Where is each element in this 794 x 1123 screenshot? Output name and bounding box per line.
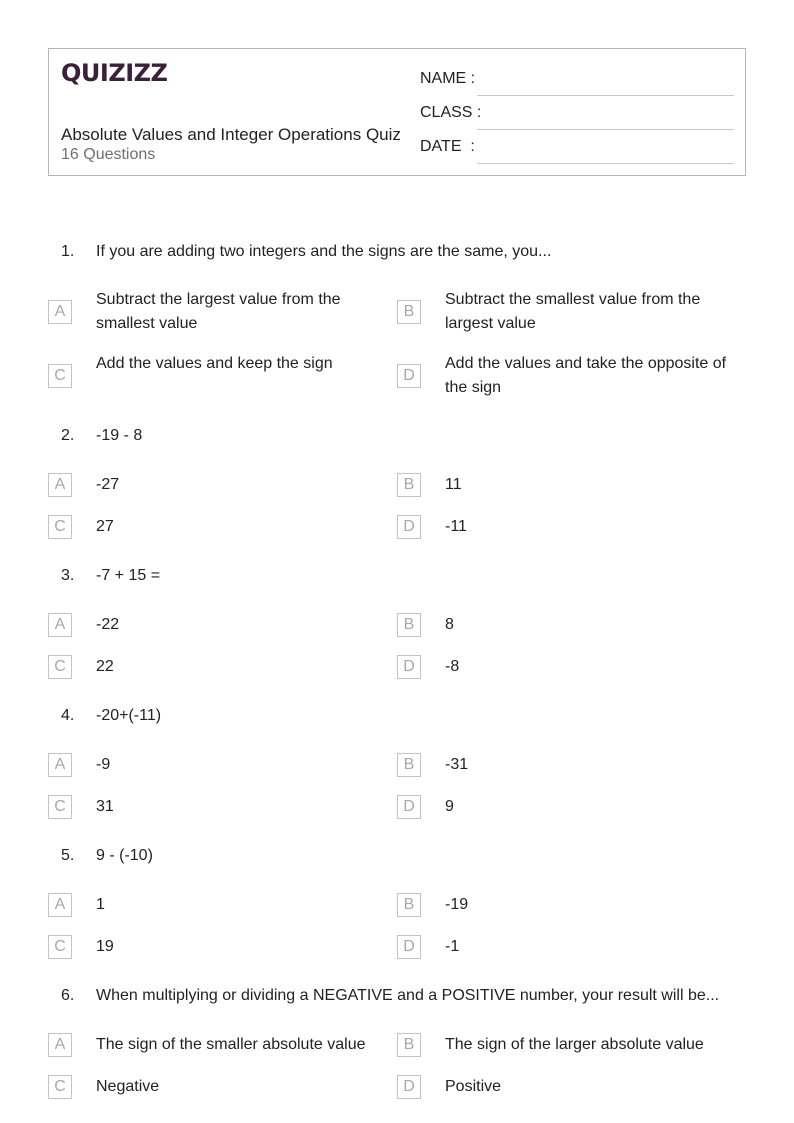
option-a[interactable] <box>48 288 388 336</box>
option-text: The sign of the larger absolute value <box>445 1036 704 1053</box>
option-letter-box[interactable]: D <box>397 655 421 679</box>
question-number: 1. <box>61 243 75 260</box>
option-a[interactable] <box>48 613 388 637</box>
class-field[interactable] <box>420 101 734 125</box>
question-text: If you are adding two integers and the signs are the same, you... <box>96 243 552 260</box>
name-field[interactable] <box>420 67 734 91</box>
option-letter-box[interactable]: B <box>397 893 421 917</box>
option-letter-box[interactable]: C <box>48 364 72 388</box>
question-text: -7 + 15 = <box>96 567 161 584</box>
option-text: 27 <box>96 518 114 535</box>
option-text: -27 <box>96 476 120 493</box>
option-text: -22 <box>96 616 120 633</box>
option-letter-box[interactable]: D <box>397 364 421 388</box>
worksheet-header <box>48 48 746 176</box>
option-c[interactable] <box>48 795 388 819</box>
question-number: 3. <box>61 567 75 584</box>
option-letter-box[interactable]: D <box>397 1075 421 1099</box>
date-label: DATE : <box>420 138 475 155</box>
option-d[interactable] <box>397 935 737 959</box>
option-d[interactable] <box>397 515 737 539</box>
option-letter-box[interactable]: C <box>48 515 72 539</box>
option-letter-box[interactable]: A <box>48 300 72 324</box>
option-c[interactable] <box>48 352 388 400</box>
option-text: 11 <box>445 476 462 493</box>
option-a[interactable] <box>48 473 388 497</box>
option-b[interactable] <box>397 473 737 497</box>
option-text: -1 <box>445 938 460 955</box>
option-b[interactable] <box>397 893 737 917</box>
option-text: 1 <box>96 896 105 913</box>
class-label: CLASS : <box>420 104 482 121</box>
question-2 <box>0 424 794 448</box>
question-text: When multiplying or dividing a NEGATIVE and a POSITIVE number, your result will be... <box>96 987 720 1004</box>
option-d[interactable] <box>397 655 737 679</box>
date-field[interactable] <box>420 135 734 159</box>
option-letter-box[interactable]: B <box>397 1033 421 1057</box>
option-text: 22 <box>96 658 114 675</box>
option-letter-box[interactable]: A <box>48 1033 72 1057</box>
option-letter-box[interactable]: B <box>397 753 421 777</box>
option-d[interactable] <box>397 795 737 819</box>
question-count: 16 Questions <box>61 146 156 163</box>
option-c[interactable] <box>48 655 388 679</box>
date-line[interactable] <box>477 163 734 164</box>
option-text: The sign of the smaller absolute value <box>96 1036 366 1053</box>
option-letter-box[interactable]: C <box>48 655 72 679</box>
option-b[interactable] <box>397 1033 737 1057</box>
option-letter-box[interactable]: D <box>397 935 421 959</box>
question-6 <box>0 984 794 1008</box>
option-letter-box[interactable]: C <box>48 935 72 959</box>
option-text: -8 <box>445 658 460 675</box>
option-a[interactable] <box>48 1033 388 1057</box>
option-text: 31 <box>96 798 114 815</box>
option-letter-box[interactable]: C <box>48 795 72 819</box>
question-3 <box>0 564 794 588</box>
option-a[interactable] <box>48 893 388 917</box>
option-c[interactable] <box>48 1075 388 1099</box>
quizizz-logo: QUIZIZZ <box>61 59 168 87</box>
question-5 <box>0 844 794 868</box>
class-line[interactable] <box>477 129 734 130</box>
question-text: -19 - 8 <box>96 427 143 444</box>
option-text: Positive <box>445 1078 502 1095</box>
option-text: Subtract the smallest value from the largest value <box>445 291 701 332</box>
question-text: -20+(-11) <box>96 707 162 724</box>
option-text: Add the values and take the opposite of the sign <box>445 355 727 396</box>
option-letter-box[interactable]: A <box>48 473 72 497</box>
option-text: -9 <box>96 756 111 773</box>
option-letter-box[interactable]: D <box>397 795 421 819</box>
quiz-title: Absolute Values and Integer Operations Quiz <box>61 125 401 144</box>
option-letter-box[interactable]: A <box>48 613 72 637</box>
option-d[interactable] <box>397 1075 737 1099</box>
option-b[interactable] <box>397 613 737 637</box>
option-c[interactable] <box>48 935 388 959</box>
question-1 <box>0 240 794 264</box>
option-letter-box[interactable]: A <box>48 753 72 777</box>
name-label: NAME : <box>420 70 476 87</box>
option-text: 19 <box>96 938 114 955</box>
option-letter-box[interactable]: A <box>48 893 72 917</box>
option-a[interactable] <box>48 753 388 777</box>
question-number: 6. <box>61 987 75 1004</box>
name-line[interactable] <box>477 95 734 96</box>
question-number: 4. <box>61 707 75 724</box>
option-d[interactable] <box>397 352 737 400</box>
option-c[interactable] <box>48 515 388 539</box>
option-letter-box[interactable]: C <box>48 1075 72 1099</box>
question-number: 2. <box>61 427 75 444</box>
option-text: Add the values and keep the sign <box>96 355 333 372</box>
option-letter-box[interactable]: D <box>397 515 421 539</box>
option-text: 8 <box>445 616 454 633</box>
option-text: -31 <box>445 756 469 773</box>
option-b[interactable] <box>397 288 737 336</box>
option-letter-box[interactable]: B <box>397 613 421 637</box>
option-text: Subtract the largest value from the smallest value <box>96 291 341 332</box>
question-4 <box>0 704 794 728</box>
option-letter-box[interactable]: B <box>397 300 421 324</box>
option-text: Negative <box>96 1078 160 1095</box>
option-text: -11 <box>445 518 467 535</box>
option-text: 9 <box>445 798 454 815</box>
question-number: 5. <box>61 847 75 864</box>
question-text: 9 - (-10) <box>96 847 153 864</box>
option-text: -19 <box>445 896 469 913</box>
option-letter-box[interactable]: B <box>397 473 421 497</box>
option-b[interactable] <box>397 753 737 777</box>
